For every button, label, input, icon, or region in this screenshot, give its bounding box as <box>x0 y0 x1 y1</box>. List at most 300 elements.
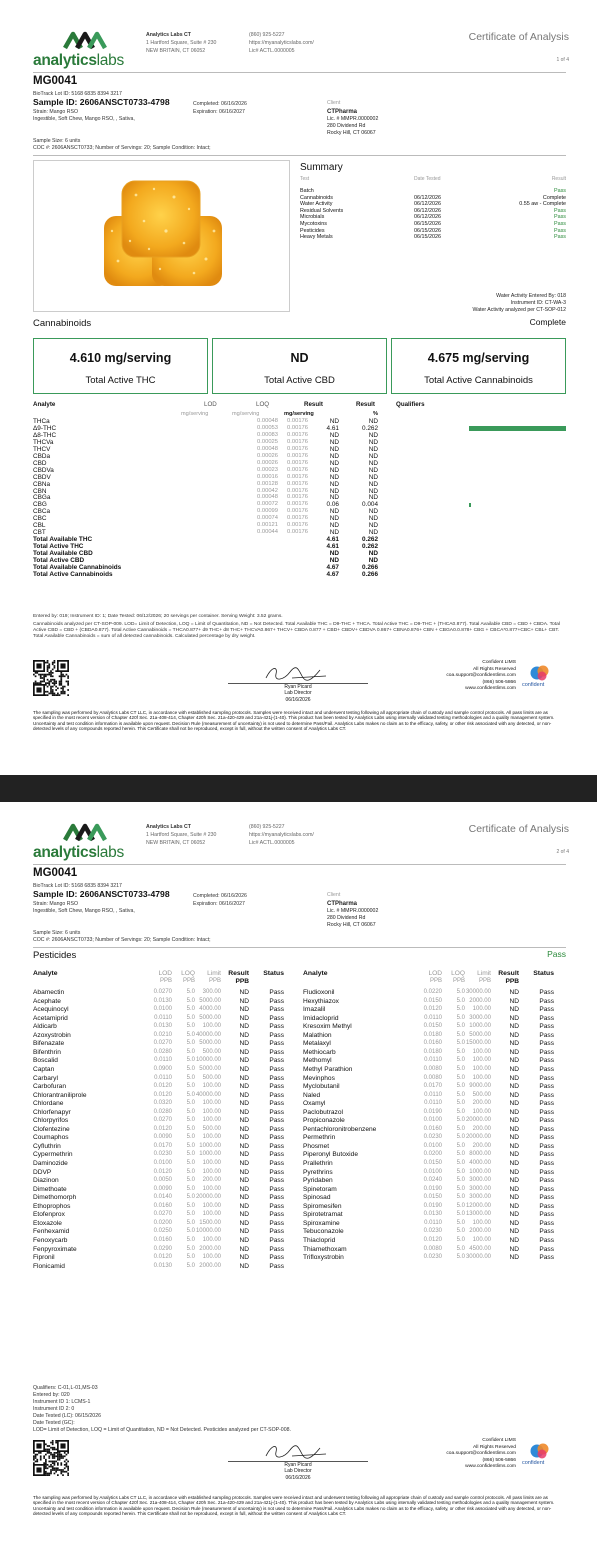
pesticide-loq: 5.0 <box>186 1177 195 1184</box>
pesticide-limit: 100.00 <box>202 1202 221 1209</box>
loq-value: 0.00176 <box>287 459 308 466</box>
pesticide-status: Pass <box>269 1048 284 1056</box>
disclaimer: The sampling was performed by Analytics Labs CT LLC, in accordance with established sampling protocols. Samples were received intact and underwent testing following all appropriate chain of custody and sample control protocols. All pass limits are as specified in the most recent version of Chapter 420f Sec. 21a-408-414, Chapter 420h Sec. 21a-420-429 and 21a-421j-(1-40). This product has been tested by Analytics Labs using internally validated testing methodologies and a quality management system. Uncertainty and test condition information is available upon request. Decision Rule (measurement of uncertainty) is not used to determine Pass/Fail. Analytics Labs makes no claim as to the efficacy, safety, or other risk associated with any detected, or non-detected levels of any compounds reported herein. This Certificate shall not be reproduced, except in full, without the written consent of Analytics Labs CT. <box>33 1495 555 1517</box>
pesticide-status: Pass <box>539 1108 554 1116</box>
analyte-name: CBDa <box>33 452 51 460</box>
pesticide-lod: 0.0110 <box>424 1219 442 1226</box>
pesticide-lod: 0.0170 <box>153 1142 172 1149</box>
pesticide-result: ND <box>509 1006 519 1014</box>
pesticide-row <box>303 1066 571 1075</box>
loq-value: 0.00176 <box>287 494 308 501</box>
pesticide-lod: 0.0150 <box>423 1160 442 1166</box>
signer-block: Ryan Picard Lab Director 06/16/2026 <box>284 1462 312 1481</box>
pesticide-lod: 0.0110 <box>154 1057 172 1064</box>
pesticide-limit: 500.00 <box>472 1091 491 1098</box>
pesticide-limit: 100.00 <box>202 1254 221 1261</box>
pesticide-name: Pyridaben <box>303 1177 333 1185</box>
pesticide-row <box>33 1151 301 1160</box>
lod-value: 0.00083 <box>257 431 278 438</box>
pesticide-result: ND <box>509 1014 519 1022</box>
pesticide-result: ND <box>509 1151 519 1159</box>
pesticide-limit: 3000.00 <box>469 1194 491 1201</box>
lab-contact: (860) 925-5227 https://myanalyticslabs.com/ Lic# ACTL.0000005 <box>249 824 314 847</box>
pesticide-lod: 0.0160 <box>423 1040 442 1047</box>
pesticide-limit: 40000.00 <box>195 1031 221 1038</box>
signature-icon <box>262 664 332 684</box>
col-loq: LOQ <box>256 401 270 408</box>
cannabinoids-title: Cannabinoids <box>33 318 92 329</box>
pesticide-row <box>33 1211 301 1220</box>
confident-lims-info: Confident LIMS All Rights Reserved coa.support@confidentlims.com (866) 506-5866 www.confidentlims.com <box>446 1438 516 1470</box>
pesticide-loq: 5.0 <box>186 1100 195 1107</box>
pesticide-loq: 5.0 <box>186 1160 195 1166</box>
pesticide-loq: 5.0 <box>186 1023 195 1030</box>
pesticide-result: ND <box>509 1202 519 1210</box>
pesticide-row <box>33 1203 301 1212</box>
pesticide-name: Aldicarb <box>33 1023 57 1031</box>
pesticide-status: Pass <box>269 1065 284 1073</box>
lod-value: 0.00023 <box>257 466 278 473</box>
summary-date: 06/12/2026 <box>414 214 441 221</box>
pesticide-result: ND <box>509 1040 519 1048</box>
pesticide-loq: 5.0 <box>456 1202 465 1209</box>
pesticide-limit: 5000.00 <box>199 997 221 1004</box>
qr-code-icon <box>33 1440 69 1476</box>
pesticide-lod: 0.0130 <box>153 1023 172 1030</box>
pesticide-status: Pass <box>539 1031 554 1039</box>
pesticide-note-line: Date Tested (GC): <box>33 1420 75 1427</box>
pesticide-lod: 0.0280 <box>153 1048 172 1055</box>
pesticide-status: Pass <box>269 1202 284 1210</box>
pesticide-status: Pass <box>539 1254 554 1262</box>
coa-page-1 <box>0 0 597 775</box>
pesticide-lod: 0.0140 <box>153 1194 172 1201</box>
pesticide-name: Bifenthrin <box>33 1048 61 1056</box>
pesticide-loq: 5.0 <box>186 1057 195 1064</box>
pesticide-result: ND <box>239 1117 249 1125</box>
pesticide-result: ND <box>509 1083 519 1091</box>
loq-value: 0.00176 <box>287 480 308 487</box>
total-name: Total Available CBD <box>33 550 93 558</box>
analyte-name: CBD <box>33 459 47 467</box>
pesticide-name: Spinosad <box>303 1194 331 1202</box>
cannabinoid-method-note: Cannabinoids analyzed per CT-SOP-009. LOD= Limit of Detection, LOQ = Limit of Quantitation, ND = Not Detected. Total Available THC = D9-THC + THCA. Total Active THC = D9-THC + (THCA0.877). Total Available CBD = CBD + CBDA. Total Active CBD = CBD + (CBDA0.877). Total Active Cannabinoids = THCA0.877+ d9 THC+ d8 THC+ THCVA0.867+ THCV+ CBDA 0.877 + CBD+ CBDV+ CBDVA 0.867+ CBNA0.876+ CBN + CBGA0.0.878+ CBG + CBCA*0.877+CBC+ CBL+ CBT. Total Available Cannabinoids = sum of all detected cannabinoids. Calculated percentage by dry weight. <box>33 622 560 639</box>
pesticide-lod: 0.0230 <box>423 1134 442 1141</box>
pesticide-status: Pass <box>539 997 554 1005</box>
summary-row <box>300 234 566 241</box>
pesticide-loq: 5.0 <box>456 1040 465 1047</box>
pesticide-lod: 0.0120 <box>153 1091 172 1098</box>
result-pct: ND <box>368 494 378 502</box>
pesticide-row <box>303 1151 571 1160</box>
pesticide-result: ND <box>509 1091 519 1099</box>
pesticide-lod: 0.0100 <box>153 1160 172 1166</box>
coa-page-2 <box>0 802 597 1562</box>
summary-result: 0.55 aw - Complete <box>519 201 566 208</box>
pesticide-loq: 5.0 <box>456 1168 465 1175</box>
pesticide-row <box>33 1237 301 1246</box>
cannabinoid-row <box>33 460 566 467</box>
result-pct: 0.262 <box>362 424 378 432</box>
pesticide-row <box>33 1066 301 1075</box>
total-pct: 0.262 <box>362 536 378 544</box>
pesticide-lod: 0.0100 <box>153 1006 172 1013</box>
result-mg: ND <box>329 431 339 439</box>
summary-row <box>300 208 566 215</box>
pesticide-row <box>303 989 571 998</box>
col-result: Result <box>498 970 519 977</box>
pesticide-loq: 5.0 <box>186 1254 195 1261</box>
pesticide-status: Pass <box>269 1245 284 1253</box>
col-analyte: Analyte <box>303 970 328 977</box>
pesticide-row <box>33 1075 301 1084</box>
pesticide-status: Pass <box>539 1160 554 1167</box>
pesticide-lod: 0.0110 <box>424 1100 442 1107</box>
summary-result: Pass <box>554 234 566 241</box>
pesticide-lod: 0.0250 <box>153 1228 172 1235</box>
divider <box>33 72 566 73</box>
result-pct: 0.004 <box>362 501 378 509</box>
pesticide-status: Pass <box>269 1031 284 1039</box>
pesticide-lod: 0.0150 <box>423 1023 442 1030</box>
client-label: Client <box>327 100 341 106</box>
analytics-labs-logo: analyticslabs <box>33 28 133 70</box>
pesticide-row <box>303 1075 571 1084</box>
cannabinoid-row <box>33 515 566 522</box>
pesticide-lod: 0.0110 <box>424 1057 442 1064</box>
pesticide-status: Pass <box>269 997 284 1005</box>
summary-result: Pass <box>554 207 566 214</box>
pesticide-row <box>33 989 301 998</box>
total-mg: 4.61 <box>326 543 339 551</box>
pesticide-row <box>303 1032 571 1041</box>
pesticide-name: Dimethomorph <box>33 1194 77 1202</box>
pesticide-lod: 0.0270 <box>153 1211 172 1218</box>
lod-value: 0.00044 <box>257 529 278 536</box>
cannabinoid-row <box>33 418 566 425</box>
pesticide-lod: 0.0200 <box>153 1219 172 1226</box>
pesticide-name: Cyfluthrin <box>33 1142 61 1150</box>
pesticide-status: Pass <box>269 1040 284 1048</box>
result-mg: ND <box>329 466 339 474</box>
pesticide-name: Bifenazate <box>33 1040 65 1048</box>
lod-value: 0.00016 <box>257 473 278 480</box>
pesticide-name: Chlorantraniliprole <box>33 1091 87 1099</box>
pesticide-row <box>303 1126 571 1135</box>
pesticide-limit: 3000.00 <box>469 1014 491 1021</box>
summary-test: Cannabinoids <box>300 194 333 201</box>
pesticide-lod: 0.0130 <box>153 997 172 1004</box>
pesticide-limit: 5000.00 <box>199 1014 221 1021</box>
result-pct: ND <box>368 522 378 530</box>
pesticide-name: Pyrethrins <box>303 1168 333 1176</box>
pesticide-name: Acetamiprid <box>33 1014 68 1022</box>
unit-limit: PPB <box>478 978 491 984</box>
pesticide-limit: 200.00 <box>202 1177 221 1184</box>
pesticide-loq: 5.0 <box>456 1185 465 1192</box>
pesticide-name: Azoxystrobin <box>33 1031 71 1039</box>
unit-loq: PPB <box>452 978 465 984</box>
loq-value: 0.00176 <box>287 466 308 473</box>
pesticide-result: ND <box>239 1236 249 1244</box>
pesticide-row <box>303 1083 571 1092</box>
total-pct: ND <box>368 550 378 558</box>
pesticide-name: Spinetoram <box>303 1185 337 1193</box>
pesticide-result: ND <box>509 1177 519 1185</box>
pesticide-result: ND <box>239 1151 249 1159</box>
pesticide-loq: 5.0 <box>186 1236 195 1243</box>
pesticide-limit: 100.00 <box>472 1219 491 1226</box>
pesticide-row <box>33 1254 301 1263</box>
pesticide-limit: 4000.00 <box>469 1160 491 1166</box>
cannabinoid-total-row <box>33 564 566 571</box>
total-pct: 0.266 <box>362 570 378 578</box>
result-mg: ND <box>329 452 339 460</box>
pesticide-row <box>33 1023 301 1032</box>
pesticide-limit: 9000.00 <box>469 1083 491 1090</box>
cannabinoid-row <box>33 453 566 460</box>
pesticide-row <box>33 1057 301 1066</box>
pesticide-loq: 5.0 <box>456 1057 465 1064</box>
pesticide-row <box>33 1220 301 1229</box>
pesticide-row <box>303 1057 571 1066</box>
pesticide-result: ND <box>509 1031 519 1039</box>
pesticide-row <box>33 1177 301 1186</box>
analyte-name: CBCa <box>33 508 51 516</box>
pesticide-lod: 0.0110 <box>424 1091 442 1098</box>
pesticide-result: ND <box>509 989 519 996</box>
result-mg: ND <box>329 494 339 502</box>
pesticide-limit: 15000.00 <box>465 1040 491 1047</box>
pesticide-loq: 5.0 <box>186 1031 195 1038</box>
unit-limit: PPB <box>208 978 221 984</box>
sample-size: Sample Size: 6 units <box>33 930 81 936</box>
pesticide-loq: 5.0 <box>456 1194 465 1201</box>
pesticide-limit: 100.00 <box>472 1048 491 1055</box>
pesticide-loq: 5.0 <box>456 1100 465 1107</box>
pesticide-name: Kresoxim Methyl <box>303 1023 352 1031</box>
lab-contact: (860) 925-5227 https://myanalyticslabs.com/ Lic# ACTL.0000005 <box>249 32 314 55</box>
pesticide-loq: 5.0 <box>456 1014 465 1021</box>
pesticide-limit: 20000.00 <box>465 1134 491 1141</box>
document-title: Certificate of Analysis <box>468 31 569 43</box>
pesticide-lod: 0.0100 <box>423 1142 442 1149</box>
pesticide-unit-row <box>303 978 571 987</box>
pesticide-loq: 5.0 <box>186 1048 195 1055</box>
page-header <box>33 820 573 862</box>
pesticide-limit: 4000.00 <box>199 1006 221 1013</box>
pesticide-row <box>303 998 571 1007</box>
pesticide-status: Pass <box>269 1108 284 1116</box>
summary-date: 06/12/2026 <box>414 201 441 208</box>
pesticide-name: Spiroxamine <box>303 1219 340 1227</box>
sample-code: MG0041 <box>33 75 78 87</box>
pesticide-status: Pass <box>539 1074 554 1082</box>
pesticide-status: Pass <box>539 1177 554 1185</box>
pesticide-name: Spirotetramat <box>303 1211 343 1219</box>
pesticide-result: ND <box>239 1202 249 1210</box>
summary-test: Pesticides <box>300 227 325 234</box>
analyte-name: CBDVa <box>33 466 54 474</box>
strain: Strain: Mango RSO <box>33 901 78 907</box>
result-mg: 4.61 <box>326 424 339 432</box>
pesticide-result: ND <box>239 1057 249 1065</box>
pesticide-name: Fipronil <box>33 1254 55 1262</box>
summary-test: Batch <box>300 188 314 194</box>
pesticide-lod: 0.0150 <box>423 997 442 1004</box>
pesticide-note-line: Entered by: 020 <box>33 1392 70 1399</box>
pesticide-loq: 5.0 <box>456 1142 465 1149</box>
coc-line: COC #: 2606ANSCT0733; Number of Servings: 20; Sample Condition: Intact; <box>33 145 211 151</box>
pesticide-result: ND <box>509 997 519 1005</box>
gummy-image-icon <box>34 161 289 311</box>
pesticide-result: ND <box>239 1091 249 1099</box>
result-mg: ND <box>329 487 339 495</box>
pesticide-lod: 0.0160 <box>423 1125 442 1132</box>
analyte-name: THCV <box>33 445 51 453</box>
pesticide-status: Pass <box>539 1194 554 1202</box>
pesticide-loq: 5.0 <box>186 1065 195 1072</box>
result-mg: ND <box>329 480 339 488</box>
result-mg: ND <box>329 459 339 467</box>
col-lod: LOD <box>158 970 172 977</box>
col-lod: LOD <box>428 970 442 977</box>
pesticide-lod: 0.0050 <box>153 1177 172 1184</box>
pesticide-loq: 5.0 <box>186 1006 195 1013</box>
pesticide-lod: 0.0130 <box>153 1262 172 1269</box>
pesticide-lod: 0.0090 <box>153 1185 172 1192</box>
pesticide-limit: 30000.00 <box>465 1254 491 1261</box>
analyte-name: CBT <box>33 529 46 537</box>
pesticide-name: Oxamyl <box>303 1100 326 1108</box>
pesticide-name: Fenoxycarb <box>33 1236 68 1244</box>
pesticide-limit: 100.00 <box>472 1065 491 1072</box>
pesticide-status: Pass <box>269 1117 284 1125</box>
pesticide-limit: 30000.00 <box>465 989 491 995</box>
col-loq: LOQ <box>451 970 465 977</box>
total-name: Total Active Cannabinoids <box>33 570 113 578</box>
pesticide-result: ND <box>239 1245 249 1253</box>
pesticide-loq: 5.0 <box>186 1125 195 1132</box>
result-mg: ND <box>329 418 339 425</box>
pesticide-loq: 5.0 <box>186 1185 195 1192</box>
summary-col-result: Result <box>551 176 566 182</box>
pesticide-lod: 0.0170 <box>423 1083 442 1090</box>
pesticide-limit: 200.00 <box>472 1142 491 1149</box>
loq-value: 0.00176 <box>287 487 308 494</box>
analyte-name: CBL <box>33 522 46 530</box>
pesticide-status: Pass <box>539 1091 554 1099</box>
pesticide-loq: 5.0 <box>456 1125 465 1132</box>
pesticide-lod: 0.0120 <box>423 1236 442 1243</box>
col-result-mg: Result <box>304 401 323 408</box>
result-pct: ND <box>368 515 378 523</box>
pesticide-result: ND <box>239 1160 249 1167</box>
pesticide-result: ND <box>239 997 249 1005</box>
pesticide-row <box>303 1246 571 1255</box>
pesticide-lod: 0.0270 <box>153 989 172 995</box>
pesticide-loq: 5.0 <box>456 1177 465 1184</box>
summary-table <box>300 188 566 241</box>
pesticide-row <box>303 1228 571 1237</box>
pesticide-row <box>303 1203 571 1212</box>
pesticide-result: ND <box>509 1108 519 1116</box>
pesticide-status: Pass <box>539 1245 554 1253</box>
pesticide-name: Etoxazole <box>33 1219 62 1227</box>
pesticide-note-line: LOD= Limit of Detection, LOQ = Limit of Quantitation, ND = Not Detected. Pesticides analyzed per CT-SOP-008. <box>33 1427 291 1434</box>
pesticide-result: ND <box>239 1048 249 1056</box>
pesticide-result: ND <box>239 1254 249 1262</box>
loq-value: 0.00176 <box>287 452 308 459</box>
pesticide-result: ND <box>239 1100 249 1108</box>
pesticide-result: ND <box>509 1185 519 1193</box>
completed-date: Completed: 06/16/2026 <box>193 101 247 107</box>
pesticide-status: Pass <box>269 1236 284 1244</box>
pesticide-row <box>303 1211 571 1220</box>
col-limit: Limit <box>477 970 491 977</box>
pesticide-status: Pass <box>269 1194 284 1202</box>
pesticide-limit: 2000.00 <box>199 1245 221 1252</box>
summary-row <box>300 188 566 195</box>
pesticide-lod: 0.0270 <box>153 1117 172 1124</box>
coc-line: COC #: 2606ANSCT0733; Number of Servings: 20; Sample Condition: Intact; <box>33 937 211 943</box>
pesticide-row <box>33 1228 301 1237</box>
pesticide-row <box>303 1254 571 1263</box>
unit-result-mg: mg/serving <box>284 411 314 417</box>
analytics-labs-logo: analyticslabs <box>33 820 133 862</box>
loq-value: 0.00176 <box>287 438 308 445</box>
pesticide-name: Tebuconazole <box>303 1228 344 1236</box>
pesticide-limit: 8000.00 <box>469 1151 491 1158</box>
pesticide-status: Pass <box>539 1228 554 1236</box>
divider <box>33 947 566 948</box>
signature-icon <box>262 1442 332 1462</box>
pesticide-status: Pass <box>539 1057 554 1065</box>
result-pct: ND <box>368 487 378 495</box>
pesticide-result: ND <box>239 1065 249 1073</box>
pesticide-lod: 0.0120 <box>423 1006 442 1013</box>
summary-title: Summary <box>300 162 343 173</box>
qualifier-bar <box>469 426 566 430</box>
pesticide-result: ND <box>239 1185 249 1193</box>
cannabinoid-row <box>33 474 566 481</box>
pesticide-name: Phosmet <box>303 1142 330 1150</box>
pesticide-result: ND <box>509 1057 519 1065</box>
pesticide-status: Pass <box>539 1202 554 1210</box>
pesticide-limit: 100.00 <box>472 1006 491 1013</box>
pesticide-name: Acephate <box>33 997 61 1005</box>
pesticide-limit: 100.00 <box>202 1117 221 1124</box>
pesticide-name: Imidacloprid <box>303 1014 339 1022</box>
loq-value: 0.00176 <box>287 418 308 424</box>
cannabinoid-total-row <box>33 543 566 550</box>
pesticide-note-line: Instrument ID 1: LCMS-1 <box>33 1399 91 1406</box>
pesticide-lod: 0.0280 <box>153 1108 172 1115</box>
pesticide-limit: 500.00 <box>202 1048 221 1055</box>
lod-value: 0.00025 <box>257 438 278 445</box>
total-mg: ND <box>329 550 339 558</box>
pesticide-status: Pass <box>269 1134 284 1142</box>
pesticide-name: Imazalil <box>303 1006 326 1014</box>
pesticide-limit: 100.00 <box>202 1211 221 1218</box>
unit-lod: PPB <box>429 978 442 984</box>
cannabinoid-row <box>33 488 566 495</box>
pesticide-result: ND <box>239 1262 249 1270</box>
pesticide-lod: 0.0290 <box>153 1245 172 1252</box>
pesticide-limit: 100.00 <box>202 1134 221 1141</box>
result-pct: ND <box>368 445 378 453</box>
pesticide-row <box>303 1100 571 1109</box>
